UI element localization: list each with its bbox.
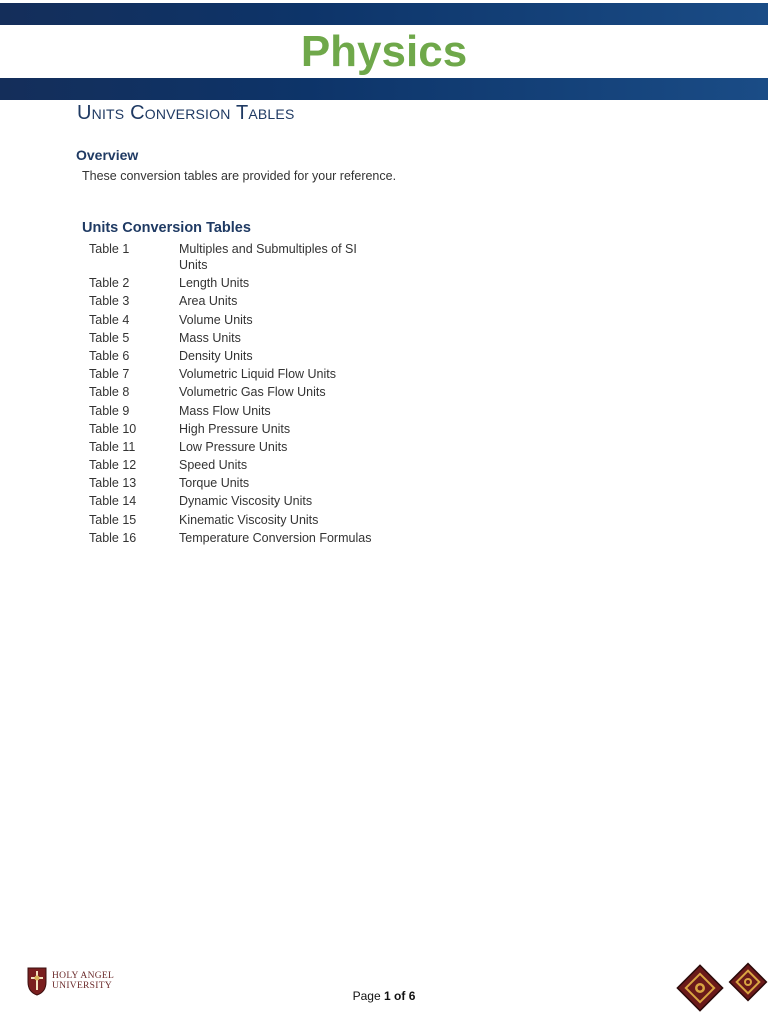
toc-table-label: Volume Units <box>179 312 253 327</box>
toc-table-label: Mass Units <box>179 330 241 345</box>
toc-row <box>89 439 409 455</box>
toc-row <box>89 403 409 419</box>
toc-heading: Units Conversion Tables <box>82 220 251 236</box>
toc-table-label: Volumetric Liquid Flow Units <box>179 367 337 382</box>
toc-table-label: Length Units <box>179 276 250 291</box>
toc-row <box>89 457 409 473</box>
page-number <box>0 989 768 1003</box>
header-band-top <box>0 3 768 25</box>
toc-table-number: Table 11 <box>89 439 136 454</box>
toc-row <box>89 493 409 509</box>
university-name-line2: UNIVERSITY <box>52 981 112 991</box>
toc-row <box>89 293 409 309</box>
toc-table-number: Table 13 <box>89 476 137 491</box>
toc-table-label: Temperature Conversion Formulas <box>179 530 372 545</box>
diamond-emblem-icon <box>676 962 768 1012</box>
toc-row <box>89 384 409 400</box>
toc-row <box>89 241 409 273</box>
university-name-line1: HOLY ANGEL <box>52 971 115 981</box>
toc-table-number: Table 3 <box>89 294 130 309</box>
toc-row <box>89 312 409 328</box>
toc-row <box>89 512 409 528</box>
document-title: Units Conversion Tables <box>77 102 295 124</box>
toc-table-number: Table 6 <box>89 348 130 363</box>
toc-table-label: Density Units <box>179 348 253 363</box>
toc-table-label: Mass Flow Units <box>179 403 271 418</box>
toc-table-number: Table 8 <box>89 385 130 400</box>
toc-row <box>89 330 409 346</box>
toc-table-number: Table 12 <box>89 458 137 473</box>
toc-table-number: Table 7 <box>89 367 130 382</box>
toc-row <box>89 475 409 491</box>
toc-row <box>89 348 409 364</box>
toc-table-label: Dynamic Viscosity Units <box>179 494 313 509</box>
page-current: 1 <box>383 989 391 1003</box>
toc-row <box>89 275 409 291</box>
toc-table-label: Low Pressure Units <box>179 439 288 454</box>
toc-table-number: Table 5 <box>89 330 130 345</box>
toc-table-label: High Pressure Units <box>179 421 291 436</box>
toc-table-number: Table 2 <box>89 276 130 291</box>
toc-table-number: Table 15 <box>89 512 137 527</box>
toc-table-label: Volumetric Gas Flow Units <box>179 385 326 400</box>
toc-table-label: Area Units <box>179 294 238 309</box>
toc-table-number: Table 10 <box>89 421 137 436</box>
toc-table-label: Multiples and Submultiples of SI Units <box>179 242 357 272</box>
toc-row <box>89 421 409 437</box>
header-title: Physics <box>300 27 468 76</box>
toc-row <box>89 366 409 382</box>
toc-table-number: Table 4 <box>89 312 130 327</box>
page-prefix: Page <box>352 989 381 1003</box>
toc-row <box>89 530 409 546</box>
overview-text: These conversion tables are provided for your reference. <box>82 169 397 183</box>
university-name <box>52 971 114 991</box>
toc-table-label: Torque Units <box>179 476 250 491</box>
toc-table-number: Table 1 <box>89 242 130 256</box>
toc-table-number: Table 16 <box>89 530 137 545</box>
toc-table-label: Kinematic Viscosity Units <box>179 512 319 527</box>
toc-table-number: Table 14 <box>89 494 137 509</box>
page-total: 6 <box>408 989 416 1003</box>
page-of: of <box>394 989 406 1003</box>
header-band-bottom <box>0 78 768 100</box>
overview-heading: Overview <box>76 147 139 163</box>
toc-list <box>89 241 409 548</box>
toc-table-number: Table 9 <box>89 403 130 418</box>
toc-table-label: Speed Units <box>179 458 248 473</box>
